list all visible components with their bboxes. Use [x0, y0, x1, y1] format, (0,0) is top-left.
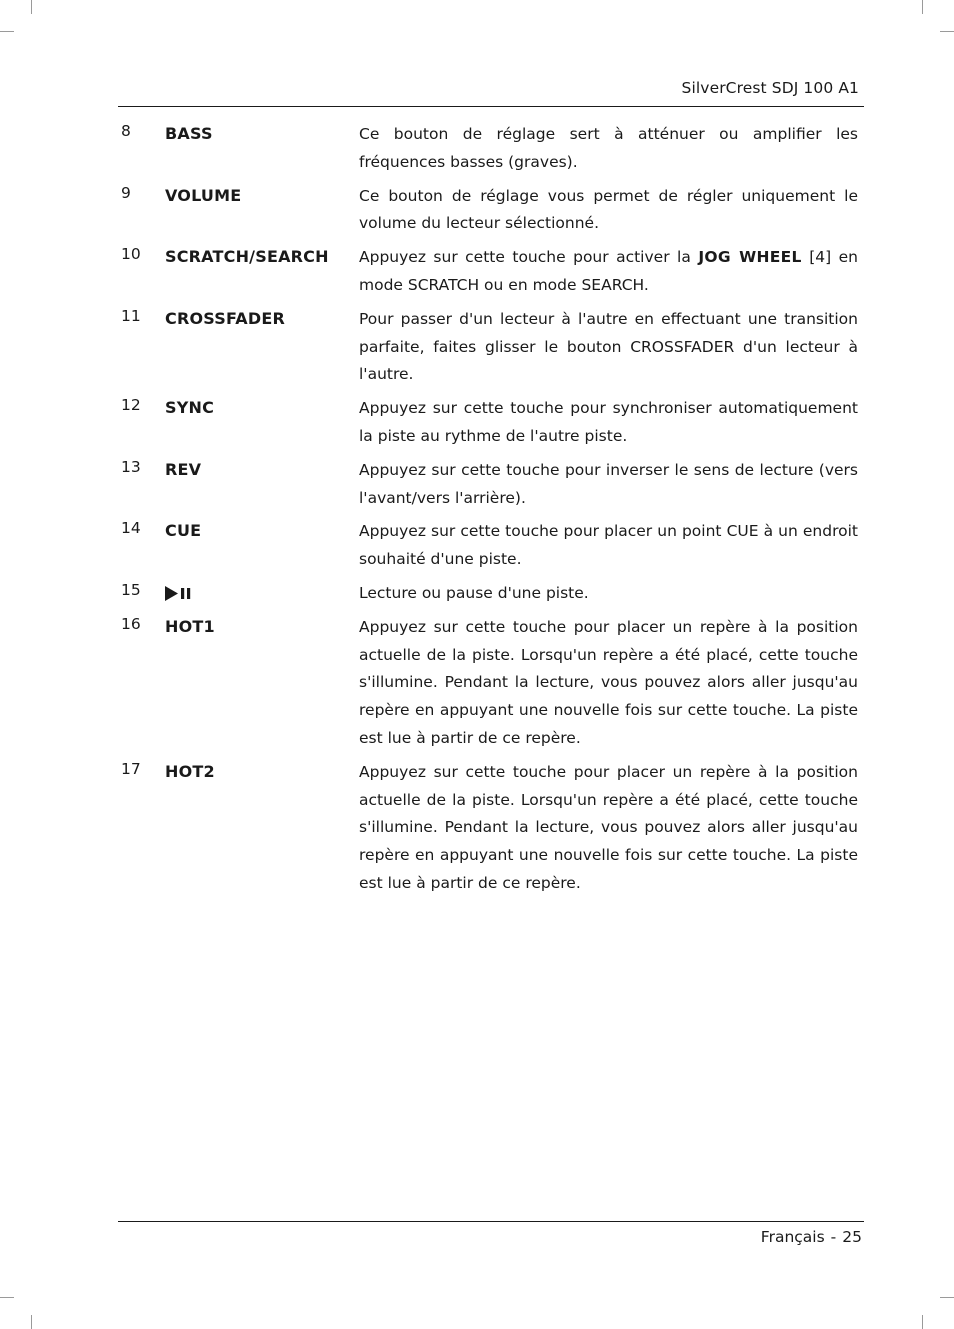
list-item [118, 183, 864, 239]
crop-mark [922, 0, 923, 14]
control-description-list [118, 121, 864, 904]
list-item [118, 457, 864, 513]
play-pause-icon [165, 586, 193, 601]
item-number: 14 [121, 519, 141, 538]
page-header-title: SilverCrest SDJ 100 A1 [681, 79, 859, 97]
item-description: Appuyez sur cette touche pour inverser le sens de lecture (vers l'avant/vers l'arrière). [359, 460, 858, 507]
item-term: SCRATCH/SEARCH [165, 247, 329, 267]
item-number: 10 [121, 245, 141, 264]
item-number: 15 [121, 580, 141, 599]
description-text: [4] en mode SCRATCH ou en mode SEARCH. [359, 248, 858, 294]
crop-mark [922, 1315, 923, 1329]
crop-mark [0, 31, 14, 32]
description-text: Appuyez sur cette touche pour activer la [359, 248, 699, 267]
item-description: Appuyez sur cette touche pour placer un repère à la position actuelle de la piste. Lorsqu'un repère a été placé, cette touche s'illumine. Pendant la lecture, vous pouvez alors aller jusqu'au repère en appuyant une nouvelle fois sur cette touche. La piste est lue à partir de ce repère. [359, 762, 858, 892]
list-item [118, 306, 864, 389]
item-number: 8 [121, 122, 131, 140]
footer-rule [118, 1221, 864, 1222]
item-term: HOT2 [165, 761, 215, 781]
item-term: VOLUME [165, 185, 242, 205]
item-term: BASS [165, 124, 213, 143]
item-term: SYNC [165, 398, 215, 418]
item-description [359, 244, 858, 300]
list-item [118, 121, 864, 177]
list-item [118, 580, 864, 608]
item-term: HOT1 [165, 616, 215, 636]
footer-language: Français [760, 1228, 825, 1246]
description-bold-term: JOG WHEEL [698, 248, 802, 267]
list-item [118, 518, 864, 574]
crop-mark [0, 1297, 14, 1298]
page-number: 25 [842, 1228, 862, 1246]
item-description: Lecture ou pause d'une piste. [359, 583, 589, 602]
item-number: 11 [121, 306, 141, 325]
item-description: Ce bouton de réglage vous permet de régler uniquement le volume du lecteur sélectionné. [359, 186, 858, 233]
crop-mark [31, 0, 32, 14]
item-number: 13 [121, 457, 141, 476]
item-description: Appuyez sur cette touche pour placer un repère à la position actuelle de la piste. Lorsqu'un repère a été placé, cette touche s'illumine. Pendant la lecture, vous pouvez alors aller jusqu'au repère en appuyant une nouvelle fois sur cette touche. La piste est lue à partir de ce repère. [359, 617, 858, 747]
item-number: 17 [121, 759, 141, 778]
item-description: Pour passer d'un lecteur à l'autre en effectuant une transition parfaite, faites glisser le bouton CROSSFADER d'un lecteur à l'autre. [359, 309, 858, 384]
page-footer [761, 1228, 862, 1246]
list-item [118, 395, 864, 451]
item-description: Appuyez sur cette touche pour placer un point CUE à un endroit souhaité d'une piste. [359, 522, 858, 569]
crop-mark [940, 31, 954, 32]
item-term: CROSSFADER [165, 308, 285, 328]
header-rule [118, 106, 864, 107]
footer-separator: - [830, 1228, 837, 1246]
item-number: 9 [121, 183, 131, 202]
list-item [118, 244, 864, 300]
list-item [118, 759, 864, 898]
item-description: Appuyez sur cette touche pour synchroniser automatiquement la piste au rythme de l'autre piste. [359, 399, 858, 445]
item-term: REV [165, 459, 202, 479]
item-term: CUE [165, 521, 202, 541]
item-number: 16 [121, 614, 141, 633]
item-number: 12 [121, 396, 141, 415]
crop-mark [31, 1315, 32, 1329]
item-description: Ce bouton de réglage sert à atténuer ou amplifier les fréquences basses (graves). [359, 125, 858, 171]
crop-mark [940, 1297, 954, 1298]
list-item [118, 614, 864, 753]
